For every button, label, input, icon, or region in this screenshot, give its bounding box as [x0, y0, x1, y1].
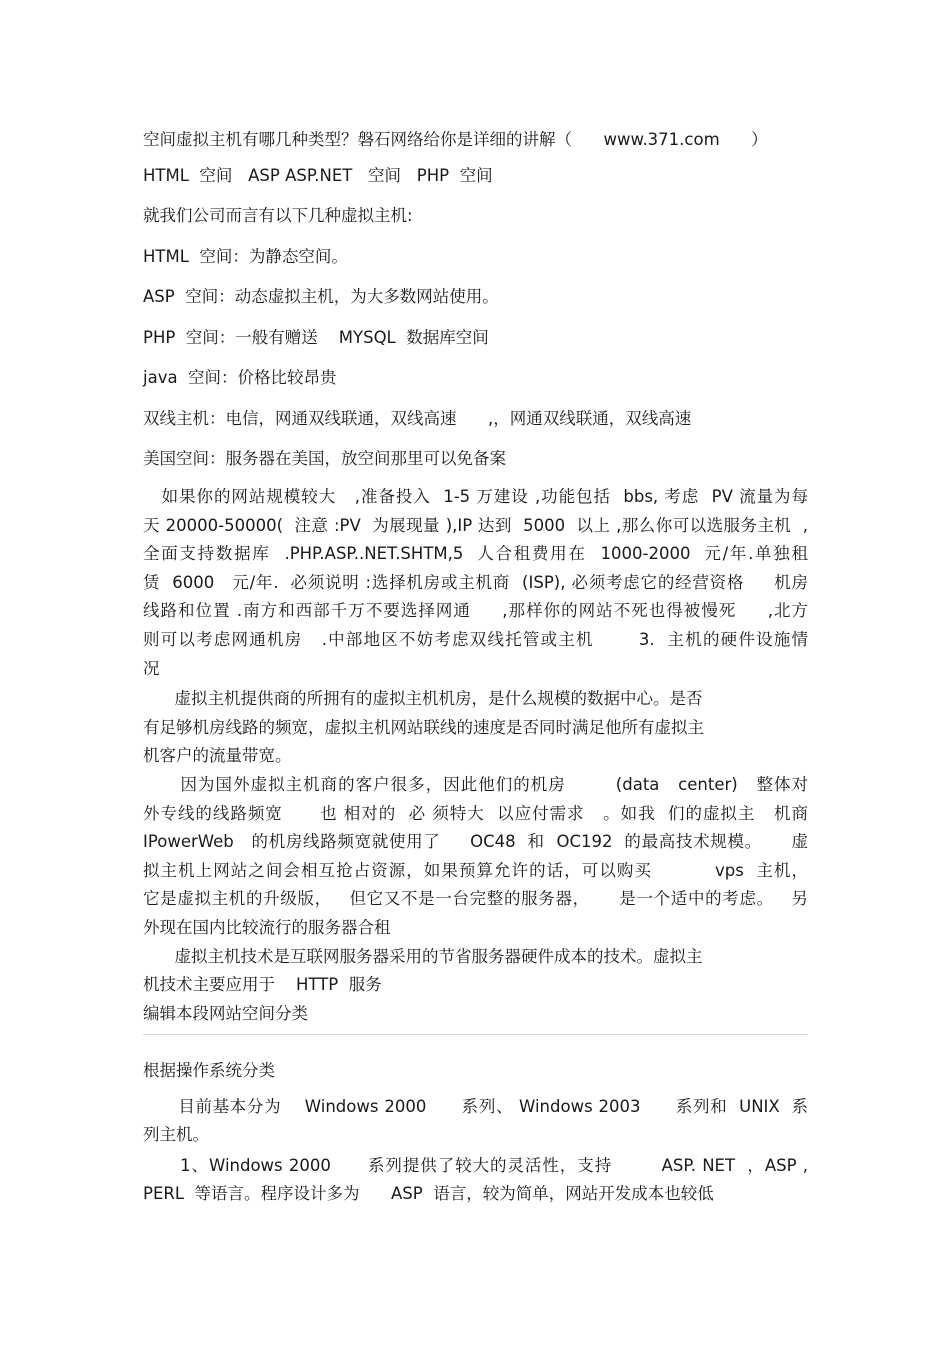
paragraph-line: 机技术主要应用于 HTTP 服务: [143, 975, 382, 995]
document-page: [143, 128, 808, 1209]
paragraph-line: 有足够机房线路的频宽，虚拟主机网站联线的速度是否同时满足他所有虚拟主: [143, 717, 704, 737]
paragraph-provider: [143, 685, 808, 771]
paragraph-line: 拟主机上网站之间会相互抢占资源，如果预算允许的话，可以购买 vps 主机，: [143, 860, 808, 880]
paragraph-line: 列主机。: [143, 1125, 209, 1145]
intro-line: 就我们公司而言有以下几种虚拟主机:: [143, 206, 413, 225]
paragraph-line: 它是虚拟主机的升级版， 但它又不是一台完整的服务器， 是一个适中的考虑。 另: [143, 889, 808, 909]
paragraph-line: 目前基本分为 Windows 2000 系列、 Windows 2003 系列和 UNIX 系: [143, 1096, 808, 1116]
paragraph-scale: [143, 483, 808, 683]
type-item-asp: ASP 空间：动态虚拟主机，为大多数网站使用。: [143, 287, 499, 306]
type-item-html: HTML 空间：为静态空间。: [143, 246, 348, 266]
edit-section-link[interactable]: 编辑本段网站空间分类: [143, 1003, 308, 1023]
paragraph-line: 机客户的流量带宽。: [143, 746, 292, 766]
type-item-php: PHP 空间：一般有赠送 MYSQL 数据库空间: [143, 327, 489, 347]
paragraph-line: 全面支持数据库 .PHP.ASP..NET.SHTM,5 人合租费用在 1000-2000 元/年.单独租: [143, 544, 808, 564]
paragraph-line: 外专线的线路频宽 也 相对的 必 须特大 以应付需求 。如我 们的虚拟主 机商: [143, 803, 808, 823]
type-item-java: java 空间：价格比较昂贵: [143, 368, 337, 387]
paragraph-line: 如果你的网站规模较大 ,准备投入 1-5 万建设 ,功能包括 bbs, 考虑 PV 流量为每: [143, 487, 808, 506]
paragraph-line: 则可以考虑网通机房 .中部地区不妨考虑双线托管或主机 3. 主机的硬件设施情: [143, 629, 808, 649]
paragraph-line: 况: [143, 658, 160, 678]
paragraph-bandwidth: [143, 771, 808, 943]
paragraph-windows-2000: [143, 1152, 808, 1209]
paragraph-line: PERL 等语言。程序设计多为 ASP 语言，较为简单，网站开发成本也较低: [143, 1184, 714, 1204]
paragraph-line: 赁 6000 元/年. 必须说明 :选择机房或主机商 (ISP), 必须考虑它的经营资格 机房: [143, 572, 808, 592]
hosting-type-line: HTML 空间 ASP ASP.NET 空间 PHP 空间: [143, 166, 493, 185]
paragraph-os-types: [143, 1093, 808, 1150]
paragraph-line: 因为国外虚拟主机商的客户很多，因此他们的机房 (data center) 整体对: [143, 774, 808, 794]
paragraph-line: IPowerWeb 的机房线路频宽就使用了 OC48 和 OC192 的最高技术规模。 虚: [143, 832, 808, 852]
paragraph-line: 线路和位置 .南方和西部千万不要选择网通 ,那样你的网站不死也得被慢死 ,北方: [143, 601, 808, 621]
paragraph-line: 1、Windows 2000 系列提供了较大的灵活性，支持 ASP. NET ，ASP ,: [143, 1155, 808, 1175]
paragraph-line: 虚拟主机技术是互联网服务器采用的节省服务器硬件成本的技术。虚拟主: [143, 946, 703, 966]
title-line: 空间虚拟主机有哪几种类型？磐石网络给你是详细的讲解（ www.371.com ）: [143, 130, 768, 149]
section-heading: 根据操作系统分类: [143, 1060, 275, 1080]
section-divider: [143, 1034, 808, 1035]
paragraph-line: 外现在国内比较流行的服务器合租: [143, 917, 391, 937]
paragraph-line: 天 20000-50000( 注意 :PV 为展现量 ),IP 达到 5000 以上 ,那么你可以选服务主机 ,: [143, 515, 808, 535]
type-item-us: 美国空间：服务器在美国，放空间那里可以免备案: [143, 449, 506, 468]
paragraph-technology: [143, 943, 808, 1000]
paragraph-line: 虚拟主机提供商的所拥有的虚拟主机机房，是什么规模的数据中心。是否: [143, 689, 703, 709]
type-item-dual-line: 双线主机：电信，网通双线联通，双线高速 ,，网通双线联通，双线高速: [143, 408, 692, 428]
